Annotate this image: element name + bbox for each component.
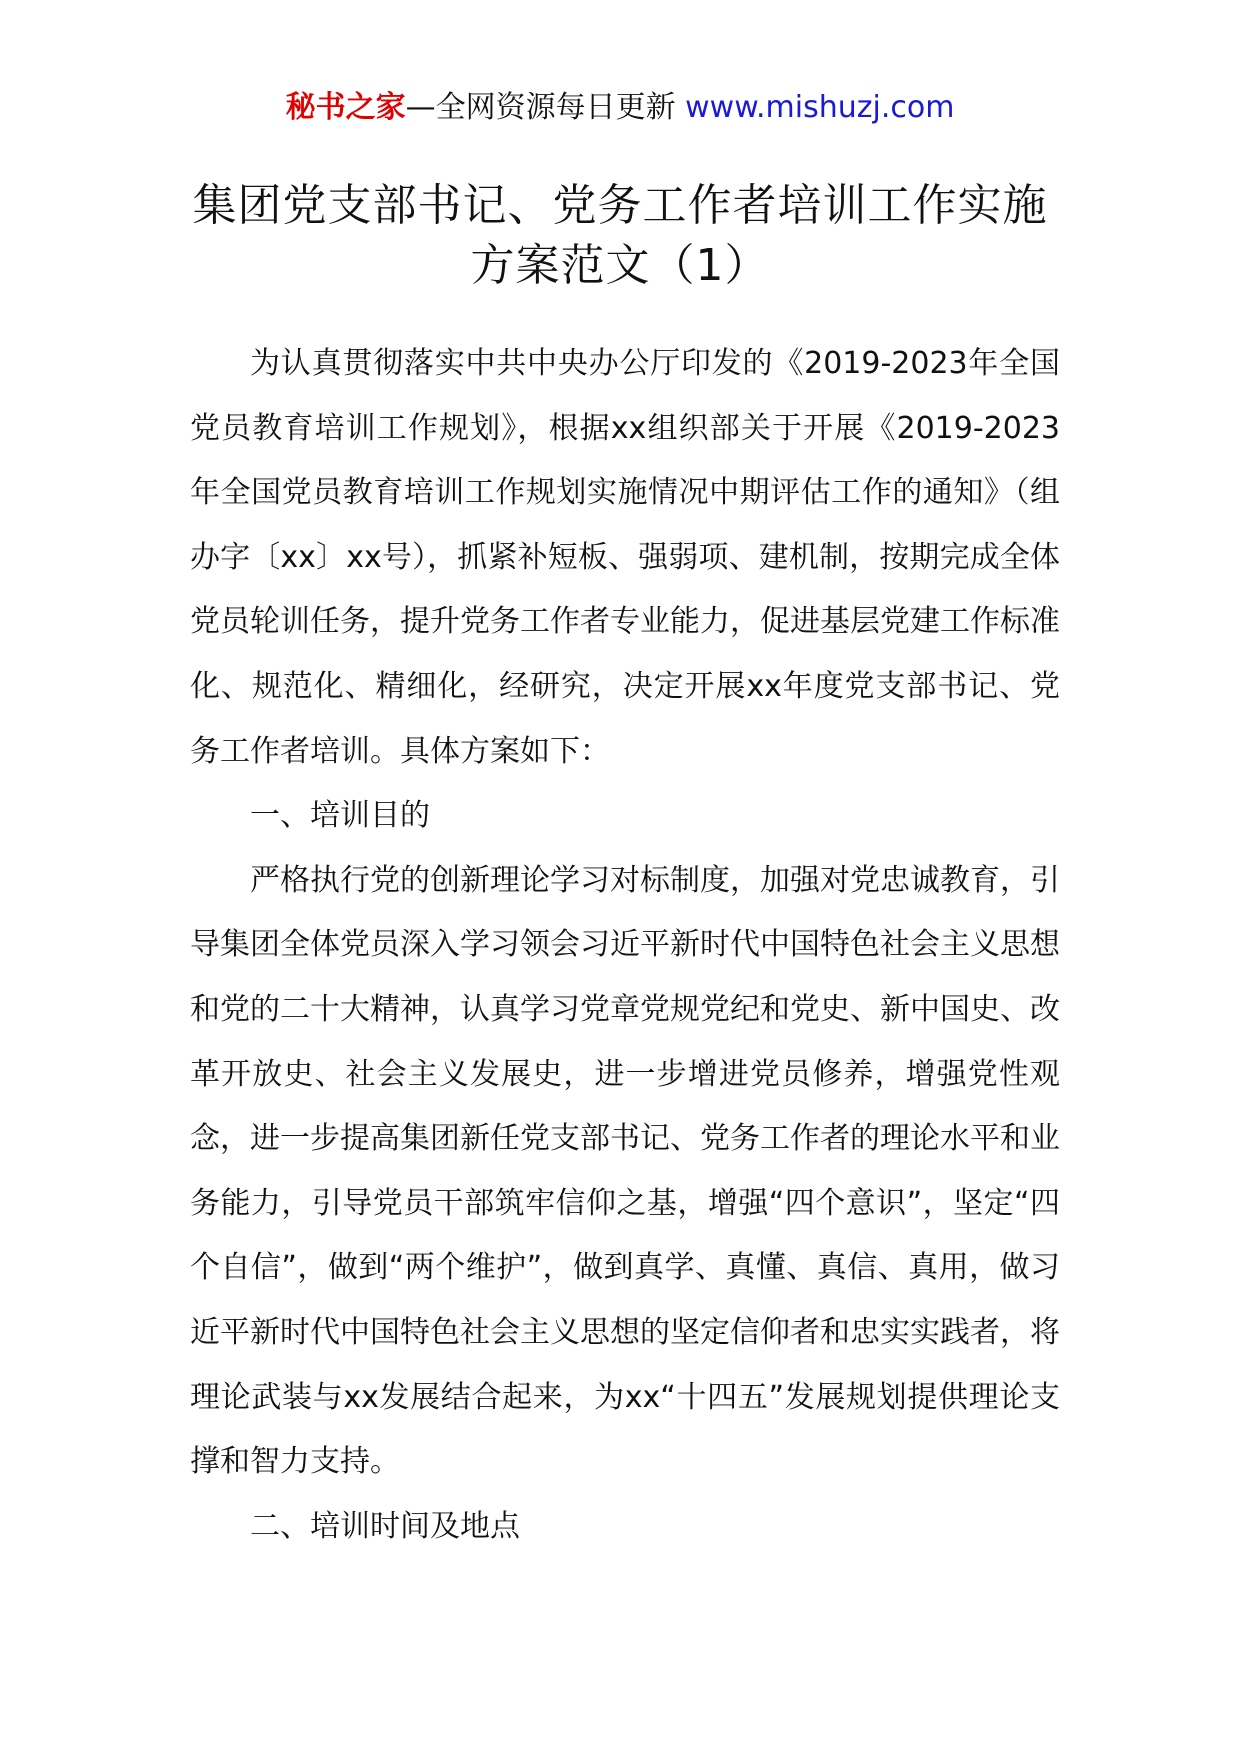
site-url-link[interactable]: www.mishuzj.com [685, 90, 955, 125]
intro-paragraph: 为认真贯彻落实中共中央办公厅印发的《2019-2023年全国党员教育培训工作规划》，根据xx组织部关于开展《2019-2023年全国党员教育培训工作规划实施情况中期评估工作的通知》（组办字〔xx〕xx号），抓紧补短板、强弱项、建机制，按期完成全体党员轮训任务，提升党务工作者专业能力，促进基层党建工作标准化、规范化、精细化，经研究，决定开展xx年度党支部书记、党务工作者培训。具体方案如下： [190, 346, 1060, 769]
site-tagline: —全网资源每日更新 [405, 90, 686, 125]
section-heading-purpose: 一、培训目的 [250, 798, 430, 834]
document-body [190, 332, 1060, 1559]
site-brand: 秘书之家 [285, 90, 406, 125]
document-title: 集团党支部书记、党务工作者培训工作实施方案范文（1） [192, 180, 1048, 291]
section-heading-time-location: 二、培训时间及地点 [250, 1508, 520, 1544]
site-banner [0, 88, 1240, 128]
purpose-paragraph: 严格执行党的创新理论学习对标制度，加强对党忠诚教育，引导集团全体党员深入学习领会习近平新时代中国特色社会主义思想和党的二十大精神，认真学习党章党规党纪和党史、新中国史、改革开放史、社会主义发展史，进一步增进党员修养，增强党性观念，进一步提高集团新任党支部书记、党务工作者的理论水平和业务能力，引导党员干部筑牢信仰之基，增强“四个意识”，坚定“四个自信”，做到“两个维护”，做到真学、真懂、真信、真用，做习近平新时代中国特色社会主义思想的坚定信仰者和忠实实践者，将理论武装与xx发展结合起来，为xx“十四五”发展规划提供理论支撑和智力支持。 [190, 862, 1060, 1480]
